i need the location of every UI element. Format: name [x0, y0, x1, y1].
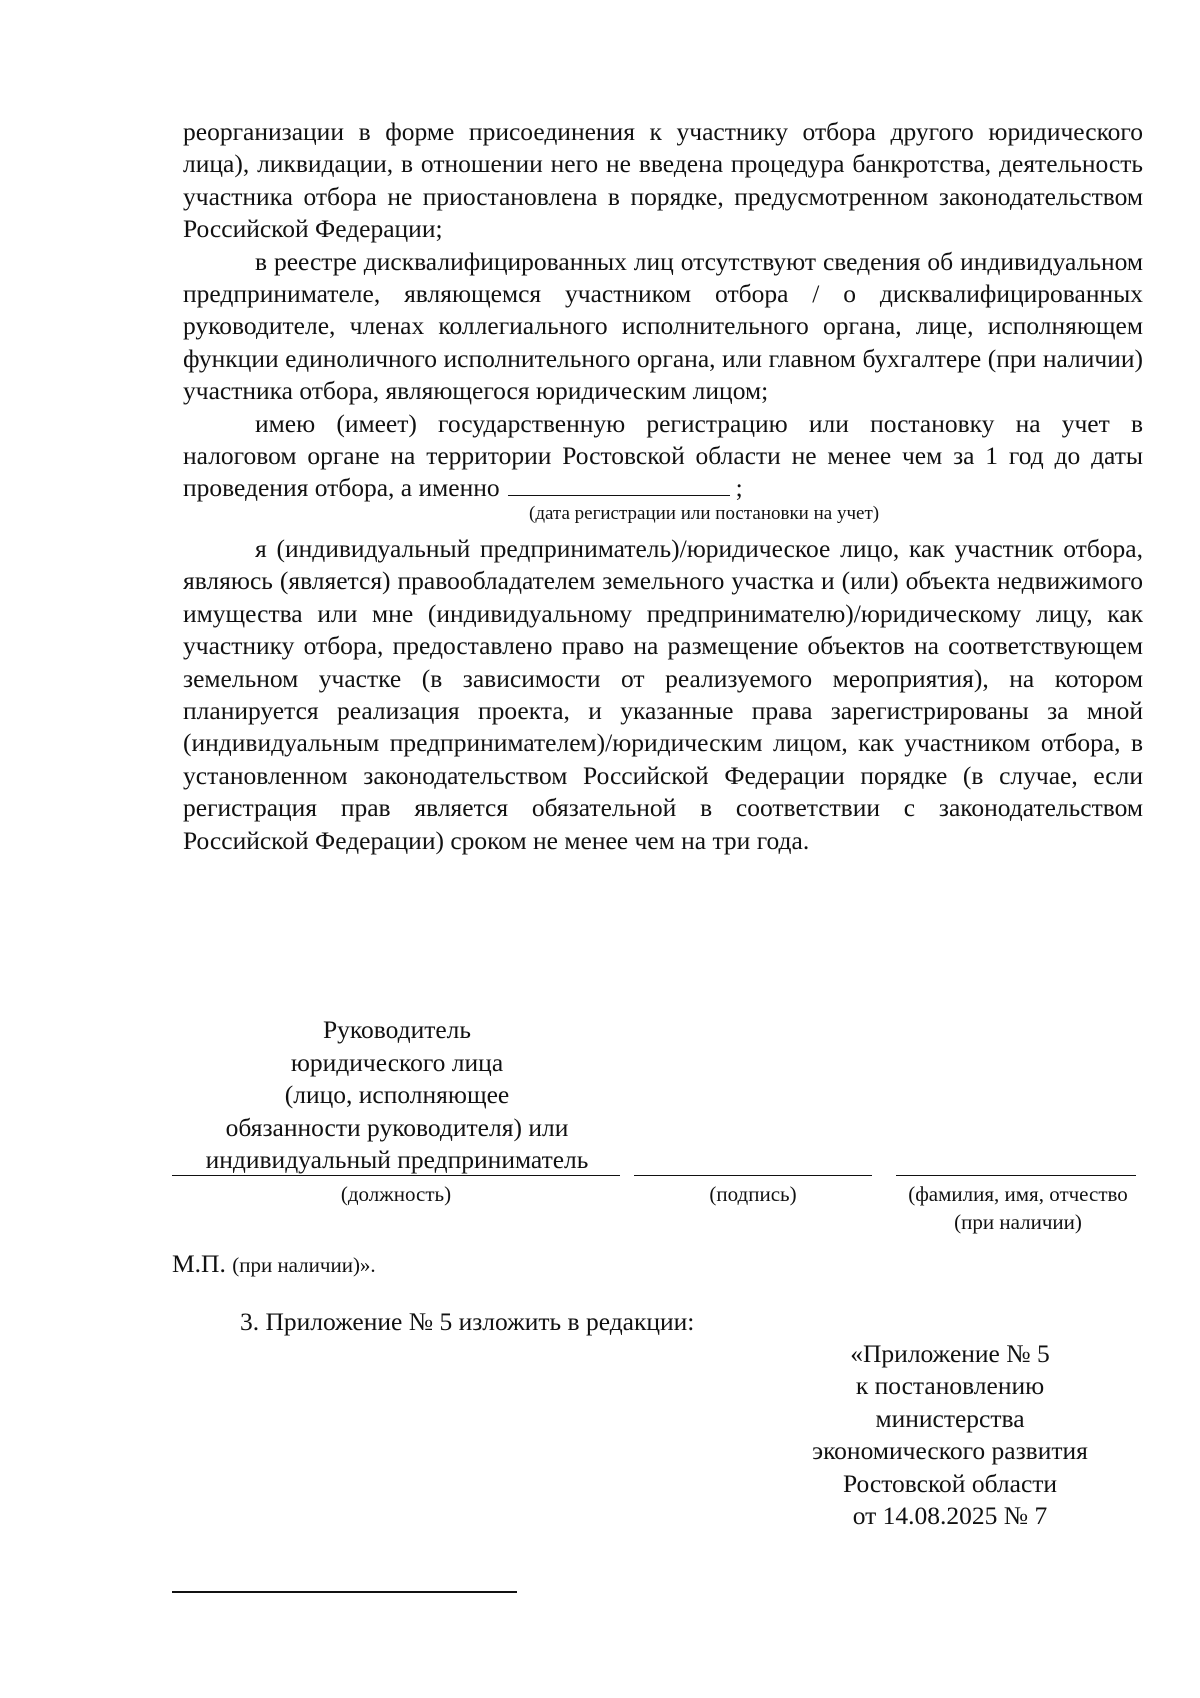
registration-date-caption: (дата регистрации или постановки на учет) — [529, 502, 880, 524]
appendix-line: от 14.08.2025 № 7 — [852, 1501, 1048, 1531]
body-text — [183, 116, 1143, 857]
paragraph-disqualified-registry: в реестре дисквалифицированных лиц отсутствуют сведения об индивидуальном предпринимателе, являющемся участником отбора / о дисквалифицированных руководителе, членах коллегиального исполнительного органа, лице, исполняющем функции единоличного исполнительного органа, или главном бухгалтере (при наличии) участника отбора, являющегося юридическим лицом; — [183, 246, 1143, 406]
signatory-title-line: Руководитель — [322, 1015, 472, 1044]
signatory-title-line: обязанности руководителя) или — [225, 1112, 569, 1142]
paragraph-tax-registration — [183, 408, 1143, 505]
signature-line[interactable] — [634, 1175, 872, 1176]
paragraph-reorganization: реорганизации в форме присоединения к участнику отбора другого юридического лица), ликвидации, в отношении него не введена процедура банкротства, деятельность участника отбора не приостановлена в порядке, предусмотренном законодательством Российской Федерации; — [183, 117, 1143, 244]
full-name-caption-line-1: (фамилия, имя, отчество — [908, 1182, 1128, 1206]
appendix-line: «Приложение № 5 — [850, 1339, 1050, 1368]
stamp-place — [172, 1248, 376, 1281]
full-name-line[interactable] — [896, 1175, 1136, 1176]
signatory-title-line: индивидуальный предприниматель — [205, 1145, 589, 1175]
full-name-caption — [880, 1180, 1156, 1236]
item-3-heading: 3. Приложение № 5 изложить в редакции: — [240, 1307, 695, 1336]
registration-date-blank[interactable] — [508, 473, 730, 496]
signatory-title-line: юридического лица — [290, 1047, 504, 1077]
position-line[interactable] — [172, 1175, 620, 1176]
appendix-line: к постановлению — [855, 1371, 1045, 1401]
signature-caption: (подпись) — [709, 1182, 797, 1206]
appendix-line: экономического развития — [812, 1436, 1088, 1466]
tax-registration-end: ; — [735, 473, 743, 503]
position-caption: (должность) — [340, 1182, 452, 1206]
signatory-title-line: (лицо, исполняющее — [284, 1080, 510, 1110]
appendix-line: министерства — [875, 1403, 1025, 1433]
appendix-reference — [770, 1338, 1130, 1532]
tax-registration-text: имею (имеет) государственную регистрацию или постановку на учет в налоговом органе на территории Ростовской области не менее чем за 1 год до даты проведения отбора, а именно — [183, 408, 1143, 503]
stamp-label: М.П. — [172, 1249, 226, 1278]
full-name-caption-line-2: (при наличии) — [954, 1210, 1082, 1234]
footnote-separator — [172, 1591, 517, 1593]
signatory-title — [172, 1014, 622, 1177]
paragraph-land-rights: я (индивидуальный предприниматель)/юридическое лицо, как участник отбора, являюсь (является) правообладателем земельного участка и (или) объекта недвижимого имущества или мне (индивидуальному предпринимателю)/юридическому лицу, как участнику отбора, предоставлено право на размещение объектов на соответствующем земельном участке (в зависимости от реализуемого мероприятия), на котором планируется реализация проекта, и указанные права зарегистрированы за мной (индивидуальным предпринимателем)/юридическим лицом, как участником отбора, в установленном законодательством Российской Федерации порядке (в случае, если регистрация прав является обязательной в соответствии с законодательством Российской Федерации) сроком не менее чем на три года. — [183, 533, 1143, 855]
stamp-note: (при наличии)». — [232, 1253, 376, 1277]
appendix-line: Ростовской области — [842, 1468, 1058, 1498]
